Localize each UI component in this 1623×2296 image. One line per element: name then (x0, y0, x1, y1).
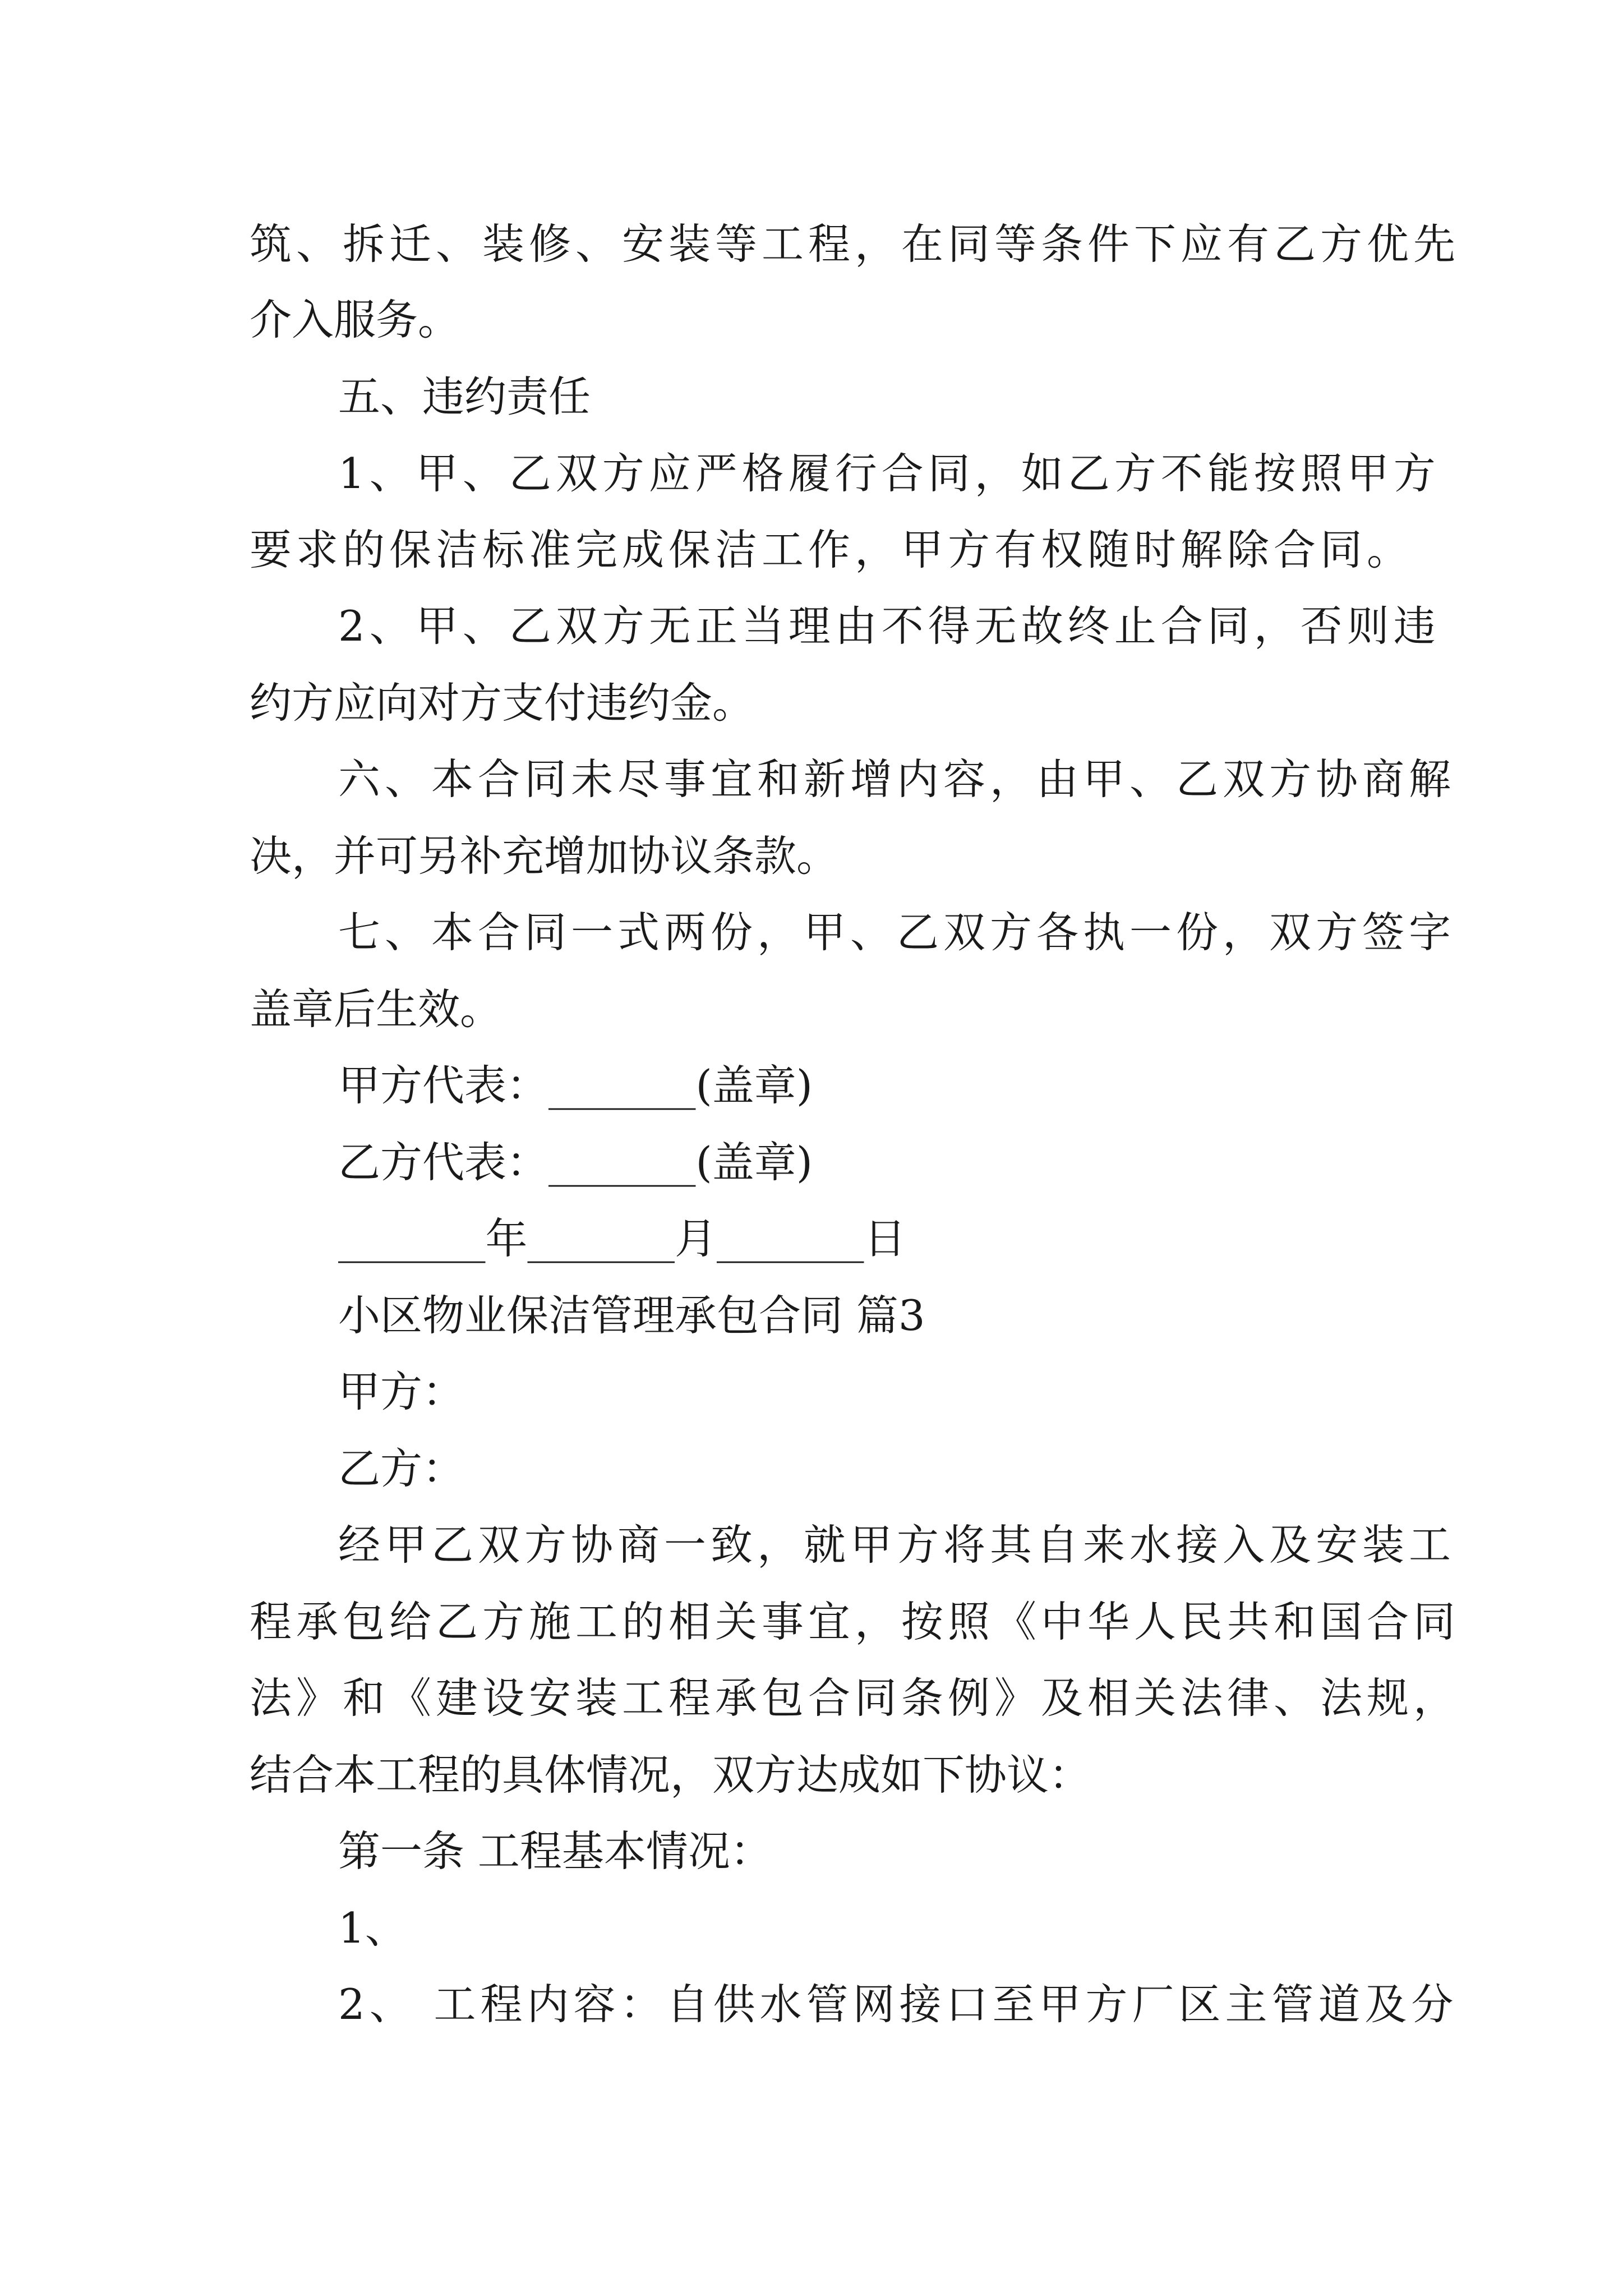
list-item (0, 1889, 1623, 1967)
body-line (0, 205, 1623, 283)
body-line (0, 1582, 1623, 1661)
text-line: 要求的保洁标准完成保洁工作，甲方有权随时解除合同。 (250, 525, 1414, 574)
body-line (0, 740, 1623, 818)
body-line (0, 434, 1623, 513)
section-title (0, 1276, 1623, 1355)
text-line: 甲方代表：_______(盖章) (338, 1061, 813, 1110)
body-line (0, 587, 1623, 665)
text-line: 介入服务。 (250, 295, 460, 344)
text-line: 法》和《建设安装工程承包合同条例》及相关法律、法规， (250, 1673, 1460, 1723)
body-line (0, 893, 1623, 972)
text-line: 第一条 工程基本情况： (338, 1826, 772, 1876)
signature-line-party-a (0, 1046, 1623, 1125)
text-line: 五、违约责任 (338, 372, 591, 421)
text-line: 经甲乙双方协商一致，就甲方将其自来水接入及安装工 (338, 1520, 1456, 1570)
text-line: 筑、拆迁、装修、安装等工程，在同等条件下应有乙方优先 (250, 219, 1460, 269)
body-line (0, 1736, 1623, 1814)
text-line: 甲方： (338, 1367, 465, 1416)
date-line (0, 1199, 1623, 1278)
text-line: _______年_______月_______日 (338, 1214, 906, 1263)
text-line: 2、 工程内容：自供水管网接口至甲方厂区主管道及分 (338, 1980, 1458, 2029)
text-line: 约方应向对方支付违约金。 (250, 678, 755, 728)
party-b-line (0, 1429, 1623, 1508)
article-heading (0, 1812, 1623, 1890)
text-line: 乙方： (338, 1444, 465, 1493)
text-line: 结合本工程的具体情况，双方达成如下协议： (250, 1750, 1091, 1800)
body-line (0, 970, 1623, 1048)
text-line: 盖章后生效。 (250, 984, 502, 1034)
list-item (0, 1965, 1623, 2044)
text-line: 七、本合同一式两份，甲、乙双方各执一份，双方签字 (338, 908, 1456, 957)
party-a-line (0, 1352, 1623, 1431)
text-line: 决，并可另补充增加协议条款。 (250, 831, 839, 881)
text-line: 六、本合同未尽事宜和新增内容，由甲、乙双方协商解 (338, 754, 1456, 804)
signature-line-party-b (0, 1123, 1623, 1202)
body-line (0, 664, 1623, 742)
body-line (0, 1659, 1623, 1737)
text-line: 2、甲、乙双方无正当理由不得无故终止合同，否则违 (338, 601, 1440, 651)
body-line (0, 510, 1623, 589)
text-line: 1、甲、乙双方应严格履行合同，如乙方不能按照甲方 (338, 449, 1440, 498)
text-line: 1、 (338, 1903, 407, 1953)
text-line: 乙方代表：_______(盖章) (338, 1138, 813, 1187)
text-line: 小区物业保洁管理承包合同 篇3 (338, 1291, 925, 1340)
section-heading (0, 357, 1623, 436)
body-line (0, 1506, 1623, 1584)
body-line (0, 817, 1623, 895)
text-line: 程承包给乙方施工的相关事宜，按照《中华人民共和国合同 (250, 1597, 1460, 1646)
body-line (0, 280, 1623, 359)
